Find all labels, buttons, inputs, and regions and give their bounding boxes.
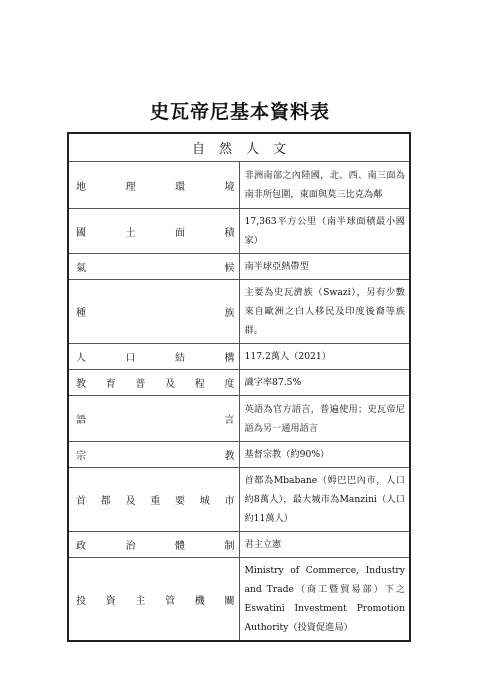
row-label: 教育普及程度 — [68, 370, 239, 396]
table-row-investment-authority — [68, 558, 410, 642]
basic-data-table — [67, 132, 411, 642]
row-value: 君主立憲 — [239, 532, 410, 558]
table-row-education — [68, 370, 410, 396]
table-row-climate — [68, 254, 410, 280]
row-value: 識字率87.5% — [239, 370, 410, 396]
table-row-language — [68, 396, 410, 442]
row-value: 南半球亞熱帶型 — [239, 254, 410, 280]
table-row-ethnicity — [68, 280, 410, 344]
row-value: 117.2萬人（2021） — [239, 344, 410, 370]
row-value: 主要為史瓦濟族（Swazi），另有少數來自歐洲之白人移民及印度後裔等族群。 — [239, 280, 410, 344]
row-label: 首都及重要城市 — [68, 468, 239, 532]
section-header-row — [68, 133, 410, 162]
row-label: 宗教 — [68, 442, 239, 468]
row-label: 地理環境 — [68, 162, 239, 209]
row-value: 非洲南部之內陸國，北、西、南三面為南非所包圍，東面與莫三比克為鄰 — [239, 162, 410, 209]
row-label: 人口結構 — [68, 344, 239, 370]
document-title: 史瓦帝尼基本資料表 — [149, 101, 330, 123]
row-label: 投資主管機關 — [68, 558, 239, 642]
row-value: Ministry of Commerce, Industry and Trade（商工暨貿易部）下之Eswatini Investment Promotion Authority（投資促進局） — [239, 558, 410, 642]
row-label: 政治體制 — [68, 532, 239, 558]
table-row-geography — [68, 162, 410, 209]
row-value: 基督宗教（約90%） — [239, 442, 410, 468]
row-label: 國土面積 — [68, 209, 239, 254]
row-value: 首都為Mbabane（姆巴巴內市，人口約8萬人），最大城市為Manzini（人口約11萬人） — [239, 468, 410, 532]
table-row-government — [68, 532, 410, 558]
row-label: 語言 — [68, 396, 239, 442]
section-header: 自然人文 — [68, 133, 410, 162]
table-row-capital — [68, 468, 410, 532]
row-label: 氣候 — [68, 254, 239, 280]
table-row-population — [68, 344, 410, 370]
row-label: 種族 — [68, 280, 239, 344]
row-value: 17,363平方公里（南半球面積最小國家） — [239, 209, 410, 254]
row-value: 英語為官方語言，普遍使用；史瓦帝尼語為另一通用語言 — [239, 396, 410, 442]
table-row-area — [68, 209, 410, 254]
table-row-religion — [68, 442, 410, 468]
